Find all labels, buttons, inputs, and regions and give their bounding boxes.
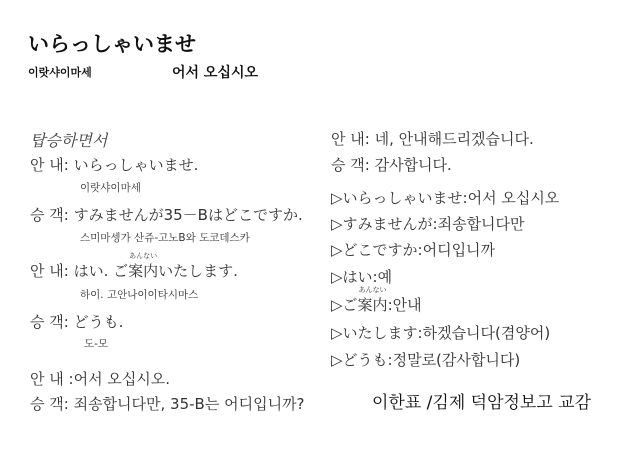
title-meaning: 어서 오십시오 (172, 65, 259, 81)
line-text: すみませんが35－Bはどこですか. (73, 206, 303, 224)
line-text-before: はい. ご (73, 262, 129, 280)
ruby-base: 案内 (357, 296, 388, 314)
vocab-item: ▷どうも:정말로(감사합니다) (331, 351, 521, 369)
separator: : (63, 395, 74, 413)
line-reading: 도-모 (84, 338, 109, 350)
speaker-label: 승 객 (30, 206, 64, 224)
ruby-annotation: あんない (129, 252, 158, 260)
author-credit: 이한표 /김제 덕암정보고 교감 (372, 393, 592, 413)
vocab-item: ▷いらっしゃいませ:어서 오십시오 (331, 189, 560, 207)
line-reading: 이랏샤이마세 (80, 182, 141, 194)
translation-text: 네, 안내해드리겠습니다. (374, 130, 534, 148)
speaker-label: 승 객 (331, 156, 365, 174)
line-reading: 하이. 고안나이이타시마스 (80, 289, 199, 301)
line-text-after: いたします. (158, 262, 238, 280)
ruby-base: 案内 (128, 262, 159, 280)
speaker-label: 안 내 (331, 130, 365, 148)
translation-line (30, 368, 170, 389)
vocab-item: ▷すみませんが:죄송합니다만 (331, 215, 525, 233)
vocab-item: ▷いたします:하겠습니다(겸양어) (331, 324, 551, 342)
ruby-word (128, 252, 159, 281)
separator: : (364, 156, 375, 174)
dialogue-line: 안 내: はい. ご あんない 案内いたします. (30, 252, 238, 280)
speaker-label: 안 내 (30, 156, 64, 174)
translation-line (30, 393, 305, 414)
page-title: いらっしゃいませ (28, 32, 196, 56)
line-reading: 스미마셍가 산쥬-고노B와 도코데스카 (80, 232, 250, 244)
line-text: どうも. (73, 313, 124, 331)
vocab-item: ▷はい:예 (331, 268, 393, 286)
translation-text: 어서 오십시오. (73, 370, 171, 388)
translation-text: 죄송합니다만, 35-B는 어디입니까? (73, 395, 305, 413)
vocab-item (331, 286, 422, 315)
title-reading: 이랏샤이마세 (28, 66, 92, 79)
speaker-label: 안 내 (30, 370, 64, 388)
translation-line (331, 154, 452, 175)
speaker-label: 승 객 (30, 395, 64, 413)
dialogue-line: 승 객: どうも. (30, 313, 124, 331)
line-text: いらっしゃいませ. (73, 156, 199, 174)
speaker-label: 승 객 (30, 313, 64, 331)
separator: : (364, 130, 375, 148)
vocab-meaning: :안내 (387, 296, 422, 314)
vocab-prefix: ▷ご (331, 296, 358, 314)
dialogue-line: 안 내: いらっしゃいませ. (30, 156, 199, 174)
translation-text: 감사합니다. (374, 156, 452, 174)
dialogue-line: 승 객: すみませんが35－Bはどこですか. (30, 206, 303, 224)
dialogue-heading: 탑승하면서 (30, 131, 108, 150)
separator: : (63, 370, 74, 388)
vocab-item: ▷どこですか:어디입니까 (331, 241, 496, 259)
ruby-annotation: あんない (358, 286, 387, 294)
translation-line (331, 128, 534, 149)
ruby-word (357, 286, 388, 315)
speaker-label: 안 내 (30, 262, 64, 280)
